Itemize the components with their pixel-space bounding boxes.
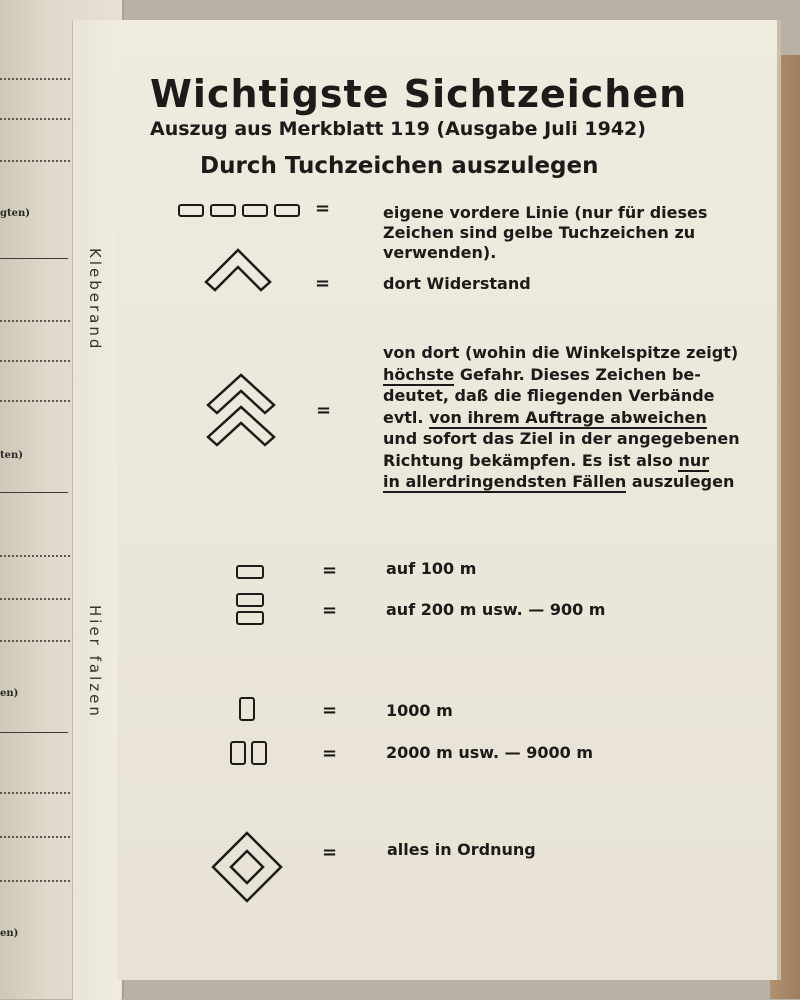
dotted-line [0, 400, 70, 402]
sign-description: dort Widerstand [383, 274, 531, 293]
one-vertical-rect-icon [238, 696, 260, 724]
sign-description: 1000 m [386, 701, 453, 720]
flap-cut-label: en) [0, 688, 19, 699]
dotted-line [0, 78, 70, 80]
flap-cut-label: gten) [0, 208, 30, 219]
dotted-line [0, 320, 70, 322]
equals-sign: = [322, 600, 338, 621]
sign-description: auf 200 m usw. — 900 m [386, 600, 606, 619]
sign-description: eigene vordere Linie (nur für dieses Zeichen sind gelbe Tuchzeichen zu verwenden). [383, 203, 708, 262]
dotted-line [0, 792, 70, 794]
flap-cut-label: en) [0, 928, 19, 939]
sign-description: alles in Ordnung [387, 840, 536, 859]
dotted-line [0, 836, 70, 838]
equals-sign: = [322, 842, 338, 863]
equals-sign: = [322, 560, 338, 581]
dotted-line [0, 360, 70, 362]
sign-description: von dort (wohin die Winkelspitze zeigt) höchste Gefahr. Dieses Zeichen be- deutet, daß die fliegenden Verbände evtl. von ihrem Auftrage abweichen und sofort das Ziel in der angegebenen Richtung bekämpfen. Es ist also nur in allerdringendsten Fällen auszulegen [383, 343, 740, 491]
flap-rule [0, 492, 68, 493]
four-rectangles-icon [178, 203, 302, 219]
two-vertical-rects-icon [228, 740, 270, 768]
double-chevron-icon [205, 372, 277, 450]
sign-description: auf 100 m [386, 559, 477, 578]
two-horizontal-rects-icon [236, 592, 266, 628]
dotted-line [0, 880, 70, 882]
glue-margin [72, 20, 121, 1000]
dotted-line [0, 160, 70, 162]
dotted-line [0, 555, 70, 557]
vertical-label-kleberand: Kleberand [86, 248, 104, 352]
flap-cut-label: ten) [0, 450, 23, 461]
equals-sign: = [322, 743, 338, 764]
dotted-line [0, 640, 70, 642]
sign-description: 2000 m usw. — 9000 m [386, 743, 594, 762]
flap-rule [0, 258, 68, 259]
equals-sign: = [322, 700, 338, 721]
section-heading: Durch Tuchzeichen auszulegen [200, 153, 599, 179]
equals-sign: = [316, 400, 332, 421]
vertical-label-hier-falzen: Hier falzen [86, 605, 104, 719]
equals-sign: = [315, 273, 331, 294]
diamond-in-diamond-icon [210, 830, 284, 904]
flap-rule [0, 732, 68, 733]
dotted-line [0, 598, 70, 600]
one-horizontal-rect-icon [236, 564, 266, 582]
dotted-line [0, 118, 70, 120]
page-title: Wichtigste Sichtzeichen [150, 72, 688, 116]
page-subtitle: Auszug aus Merkblatt 119 (Ausgabe Juli 1942) [150, 118, 646, 140]
chevron-icon [203, 245, 273, 295]
equals-sign: = [315, 198, 331, 219]
